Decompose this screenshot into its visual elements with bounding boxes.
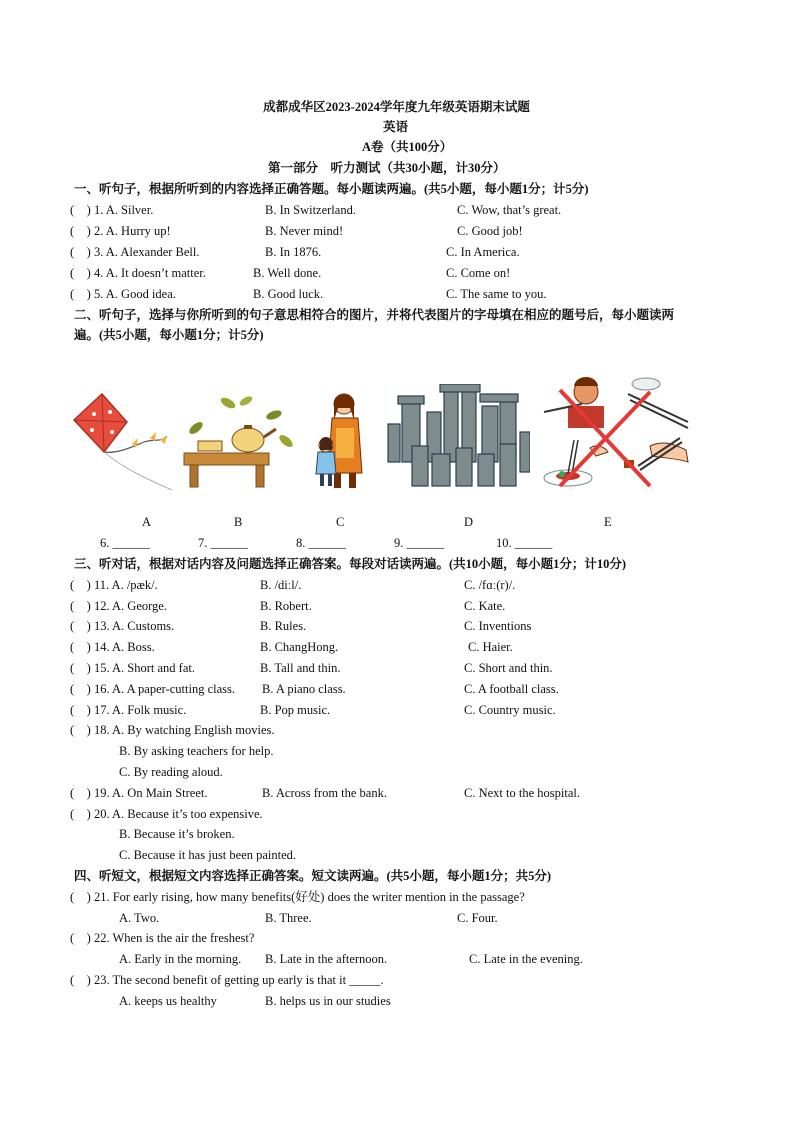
option-b: B. Well done. xyxy=(253,266,322,280)
option-c: C. Kate. xyxy=(464,599,506,613)
option-a: A. Early in the morning. xyxy=(119,952,242,966)
answer-blank-8[interactable]: 8. ______ xyxy=(296,536,346,550)
option-b: B. ChangHong. xyxy=(260,640,339,654)
picture-label-c: C xyxy=(336,515,345,529)
option-c: C. Come on! xyxy=(446,266,511,280)
option-c: C. Short and thin. xyxy=(464,661,553,675)
option-b: B. Three. xyxy=(265,911,312,925)
section3-heading: 三、听对话，根据对话内容及问题选择正确答案。每段对话读两遍。(共10小题，每小题1分；计10分) xyxy=(74,557,627,571)
option-c: C. /fɑː(r)/. xyxy=(464,578,516,592)
option-b: B. Pop music. xyxy=(260,703,331,717)
option-b: B. A piano class. xyxy=(262,682,346,696)
question-text: ( ) 14. A. Boss. xyxy=(70,640,155,654)
question-text: ( ) 5. A. Good idea. xyxy=(70,287,176,301)
question-text: ( ) 2. A. Hurry up! xyxy=(70,224,171,238)
option-b: B. Late in the afternoon. xyxy=(265,952,388,966)
option-c: C. In America. xyxy=(446,245,520,259)
option-b: B. helps us in our studies xyxy=(265,994,391,1008)
question-text: ( ) 3. A. Alexander Bell. xyxy=(70,245,200,259)
option-c: C. Inventions xyxy=(464,619,532,633)
option-b: B. Across from the bank. xyxy=(262,786,387,800)
question-text: ( ) 1. A. Silver. xyxy=(70,203,154,217)
section2-heading-line2: 遍。(共5小题，每小题1分；计5分) xyxy=(74,328,264,342)
section1-heading: 一、听句子，根据所听到的内容选择正确答题。每小题读两遍。(共5小题，每小题1分；计5分) xyxy=(74,182,589,196)
question-text: ( ) 17. A. Folk music. xyxy=(70,703,187,717)
answer-blank-10[interactable]: 10. ______ xyxy=(496,536,553,550)
option-c: C. A football class. xyxy=(464,682,559,696)
option-b: B. Never mind! xyxy=(265,224,344,238)
option-b: B. Good luck. xyxy=(253,287,324,301)
question-text: ( ) 21. For early rising, how many benefits(好处) does the writer mention in the passage? xyxy=(70,890,525,904)
option-b: B. In Switzerland. xyxy=(265,203,356,217)
subject-label: 英语 xyxy=(383,120,409,134)
option-b: B. /diːl/. xyxy=(260,578,302,592)
option-b: B. Because it’s broken. xyxy=(119,827,235,841)
picture-label-e: E xyxy=(604,515,612,529)
question-text: ( ) 12. A. George. xyxy=(70,599,167,613)
option-b: B. In 1876. xyxy=(265,245,322,259)
question-text: ( ) 16. A. A paper-cutting class. xyxy=(70,682,235,696)
option-b: B. By asking teachers for help. xyxy=(119,744,274,758)
option-c: C. Country music. xyxy=(464,703,556,717)
option-b: B. Tall and thin. xyxy=(260,661,341,675)
option-a: A. Two. xyxy=(119,911,160,925)
option-b: B. Robert. xyxy=(260,599,312,613)
question-text: ( ) 23. The second benefit of getting up early is that it _____. xyxy=(70,973,384,987)
option-c: C. Because it has just been painted. xyxy=(119,848,297,862)
question-text: ( ) 19. A. On Main Street. xyxy=(70,786,208,800)
picture-label-b: B xyxy=(234,515,243,529)
option-c: C. The same to you. xyxy=(446,287,547,301)
option-c: C. Haier. xyxy=(468,640,513,654)
option-c: C. Late in the evening. xyxy=(469,952,583,966)
question-text: ( ) 11. A. /pæk/. xyxy=(70,578,158,592)
option-c: C. By reading aloud. xyxy=(119,765,223,779)
question-text: ( ) 22. When is the air the freshest? xyxy=(70,931,255,945)
no-chopsticks-icon xyxy=(538,374,698,492)
option-b: B. Rules. xyxy=(260,619,307,633)
option-c: C. Wow, that’s great. xyxy=(457,203,562,217)
option-a: A. keeps us healthy xyxy=(119,994,217,1008)
mother-child-icon xyxy=(312,390,372,490)
answer-blank-7[interactable]: 7. ______ xyxy=(198,536,248,550)
question-text: ( ) 20. A. Because it’s too expensive. xyxy=(70,807,263,821)
stonehenge-icon xyxy=(382,384,530,488)
kite-icon xyxy=(72,392,177,492)
exam-title: 成都成华区2023-2024学年度九年级英语期末试题 xyxy=(263,100,530,114)
answer-blank-6[interactable]: 6. ______ xyxy=(100,536,150,550)
paper-a-label: A卷（共100分） xyxy=(362,140,453,154)
section2-heading-line1: 二、听句子，选择与你所听到的句子意思相符合的图片，并将代表图片的字母填在相应的题号后，每小题读两 xyxy=(74,308,675,322)
question-text: ( ) 18. A. By watching English movies. xyxy=(70,723,275,737)
picture-label-a: A xyxy=(142,515,152,529)
answer-blank-9[interactable]: 9. ______ xyxy=(394,536,444,550)
option-c: C. Next to the hospital. xyxy=(464,786,580,800)
tea-icon xyxy=(176,393,296,488)
question-text: ( ) 4. A. It doesn’t matter. xyxy=(70,266,206,280)
option-c: C. Four. xyxy=(457,911,498,925)
question-text: ( ) 15. A. Short and fat. xyxy=(70,661,195,675)
picture-label-d: D xyxy=(464,515,474,529)
section4-heading: 四、听短文，根据短文内容选择正确答案。短文读两遍。(共5小题，每小题1分；共5分) xyxy=(74,869,552,883)
option-c: C. Good job! xyxy=(457,224,523,238)
part1-label: 第一部分 听力测试（共30小题，计30分） xyxy=(268,161,506,175)
question-text: ( ) 13. A. Customs. xyxy=(70,619,175,633)
